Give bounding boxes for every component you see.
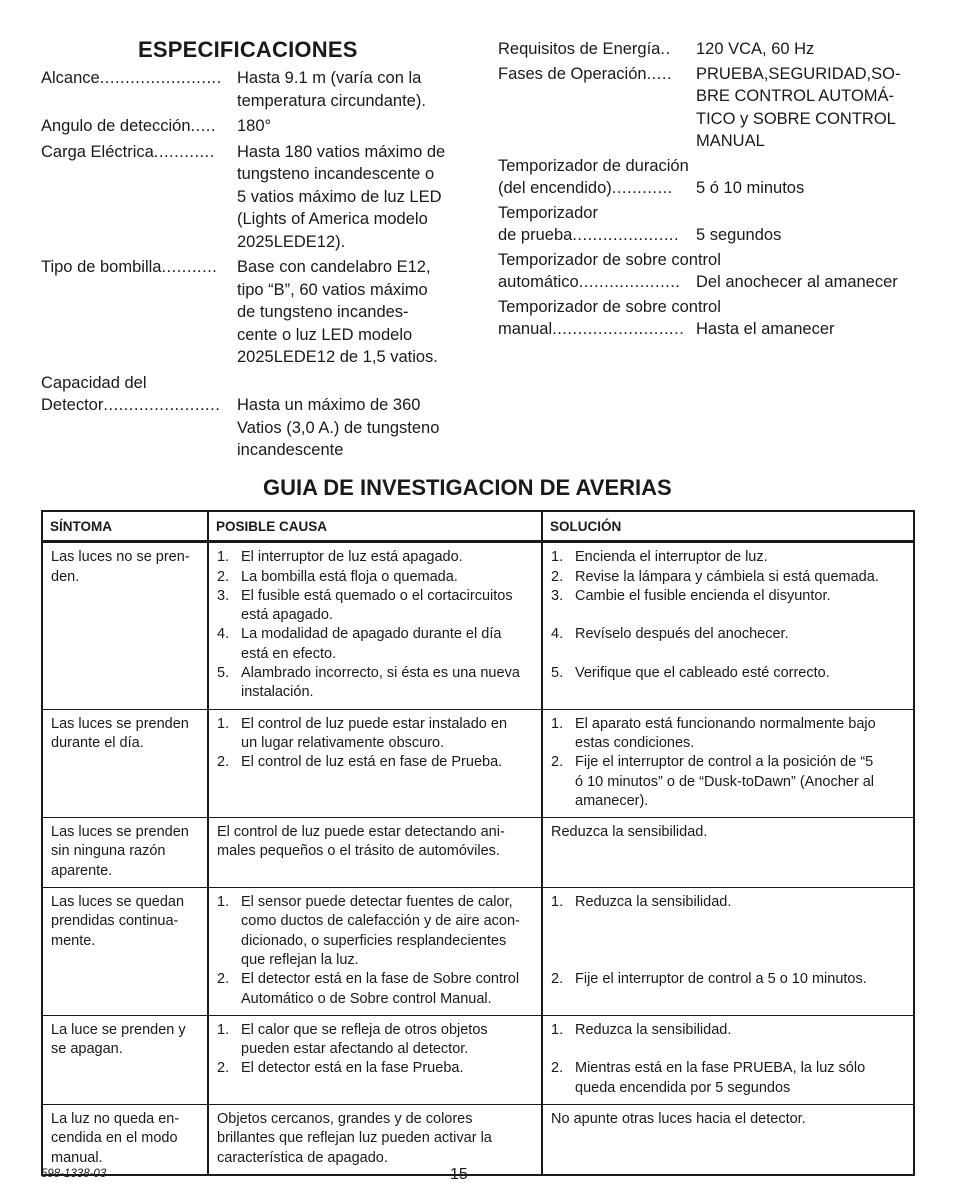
cell-text-line: Las luces se quedan	[51, 894, 185, 911]
spec-row	[41, 115, 457, 138]
spec-leader-dots: .....	[190, 117, 216, 135]
list-item	[551, 715, 905, 754]
item-text	[241, 568, 533, 587]
item-text-line: instalación.	[241, 684, 314, 701]
item-spacer	[575, 912, 905, 931]
header-symptom: SÍNTOMA	[42, 511, 208, 542]
spec-value	[696, 177, 918, 200]
item-text-line: El fusible está quemado o el cortacircuitos	[241, 587, 513, 604]
spec-value-line: Hasta el amanecer	[696, 320, 835, 338]
spec-value	[696, 63, 918, 153]
cell-text-line: prendidas continua-	[51, 913, 179, 930]
cause-cell	[208, 709, 542, 817]
spec-label: Angulo de detección	[41, 117, 191, 135]
cell-text-line: Las luces no se pren-	[51, 549, 190, 566]
cause-cell	[208, 542, 542, 709]
spec-value-line: tungsteno incandescente o	[237, 165, 435, 183]
spec-value-line: BRE CONTROL AUTOMÁ-	[696, 87, 895, 105]
spec-label: de prueba	[498, 226, 573, 244]
spec-value-line: incandescente	[237, 441, 344, 459]
item-text	[575, 548, 905, 567]
spec-value-line: TICO y SOBRE CONTROL	[696, 109, 896, 128]
item-number: 1.	[217, 1021, 230, 1038]
spec-item	[498, 202, 918, 247]
cell-text-line: males pequeños o el trásito de automóviles.	[217, 843, 500, 860]
table-row	[42, 1105, 914, 1175]
spec-item	[41, 115, 457, 138]
item-text-line: Cambie el fusible encienda el disyuntor.	[575, 587, 831, 604]
cell-text-line: Las luces se prenden	[51, 824, 189, 841]
solution-cell	[542, 1105, 914, 1175]
spec-value	[237, 115, 457, 138]
spec-row	[41, 67, 457, 112]
list-item	[551, 970, 905, 989]
item-text	[241, 970, 533, 1009]
item-text-line: Verifique que el cableado esté correcto.	[575, 665, 830, 682]
spec-value-line: 180°	[237, 117, 272, 135]
spec-label-line: Temporizador de sobre control	[498, 250, 721, 269]
solution-cell	[542, 888, 914, 1016]
list-item	[217, 548, 533, 567]
item-text-line: Reduzca la sensibilidad.	[575, 894, 732, 911]
item-number: 1.	[217, 715, 230, 732]
item-text-line: Revise la lámpara y cámbiela si está quemada.	[575, 568, 879, 585]
spec-value-line: Hasta 9.1 m (varía con la	[237, 69, 422, 87]
spec-row	[41, 141, 457, 254]
cell-text-line: aparente.	[51, 862, 113, 879]
item-number: 3.	[551, 587, 564, 604]
spec-label: Carga Eléctrica	[41, 142, 154, 161]
solution-cell	[542, 1015, 914, 1104]
list-item	[217, 664, 533, 703]
list-item	[217, 587, 533, 626]
item-text	[575, 753, 905, 811]
spec-item	[41, 256, 457, 369]
symptom-cell	[42, 888, 208, 1016]
spec-value-line: Vatios (3,0 A.) de tungsteno	[237, 418, 440, 437]
item-text-line: está apagado.	[241, 607, 333, 624]
spec-leader-dots: .......................	[103, 396, 221, 414]
spec-leader-dots: ............	[153, 142, 215, 161]
item-text-line: un lugar relativamente obscuro.	[241, 734, 445, 751]
item-text	[575, 625, 905, 664]
item-text-line: amanecer).	[575, 792, 649, 809]
list-item	[217, 753, 533, 772]
item-text-line: ó 10 minutos” o de “Dusk-toDawn” (Anocher al	[575, 773, 874, 790]
numbered-list	[551, 715, 905, 811]
specs-left-column	[41, 67, 457, 462]
solution-cell	[542, 818, 914, 888]
table-row	[42, 818, 914, 888]
item-text-line: Alambrado incorrecto, si ésta es una nueva	[241, 665, 520, 682]
spec-leader-dots: ........................	[99, 69, 222, 87]
numbered-list	[217, 715, 533, 773]
item-text	[575, 1059, 905, 1098]
item-number: 4.	[217, 626, 230, 643]
numbered-list	[551, 893, 905, 989]
symptom-cell	[42, 542, 208, 709]
spec-value-line: cente o luz LED modelo	[237, 325, 413, 344]
item-text-line: El detector está en la fase de Sobre control	[241, 971, 520, 988]
spec-row	[498, 318, 918, 341]
list-item	[551, 664, 905, 683]
spec-label-line: Temporizador de sobre control	[498, 297, 721, 316]
spec-value	[237, 67, 457, 112]
spec-value-line: 5 ó 10 minutos	[696, 179, 805, 197]
item-text-line: está en efecto.	[241, 645, 337, 662]
spec-label: automático	[498, 273, 579, 291]
specs-right-column	[498, 38, 918, 343]
cell-text-line: sin ninguna razón	[51, 843, 166, 860]
spec-value	[696, 224, 918, 247]
item-text	[575, 568, 905, 587]
table-row	[42, 888, 914, 1016]
item-text-line: La bombilla está floja o quemada.	[241, 568, 458, 585]
item-number: 1.	[217, 894, 230, 911]
list-item	[551, 893, 905, 970]
symptom-cell	[42, 818, 208, 888]
item-text	[241, 715, 533, 754]
item-text	[575, 715, 905, 754]
list-item	[217, 970, 533, 1009]
item-text-line: como ductos de calefacción y de aire acon-	[241, 913, 520, 930]
item-number: 1.	[551, 549, 564, 566]
spec-item	[498, 296, 918, 341]
item-spacer	[575, 606, 905, 625]
spec-label: manual	[498, 320, 553, 338]
spec-value-line: MANUAL	[696, 132, 765, 150]
numbered-list	[217, 548, 533, 702]
item-number: 2.	[217, 1060, 230, 1077]
cell-text-line: El control de luz puede estar detectando ani-	[217, 824, 505, 841]
spec-label: Requisitos de Energía	[498, 40, 661, 58]
spec-value-line: PRUEBA,SEGURIDAD,SO-	[696, 64, 901, 83]
spec-value	[696, 318, 918, 341]
spec-leader-dots: ..	[660, 40, 671, 58]
spec-value-line: temperatura circundante).	[237, 91, 426, 110]
list-item	[551, 1021, 905, 1060]
spec-row	[498, 63, 918, 153]
item-number: 1.	[217, 549, 230, 566]
spec-item	[498, 249, 918, 294]
item-text	[575, 893, 905, 970]
list-item	[217, 625, 533, 664]
numbered-list	[551, 548, 905, 683]
item-text-line: que reflejan la luz.	[241, 951, 359, 968]
spec-item	[41, 141, 457, 254]
numbered-list	[551, 1021, 905, 1098]
spec-value-line: Del anochecer al amanecer	[696, 273, 898, 291]
symptom-cell	[42, 1015, 208, 1104]
spec-leader-dots: ............	[611, 179, 673, 197]
item-text	[241, 548, 533, 567]
item-text-line: Fije el interruptor de control a 5 o 10 minutos.	[575, 971, 867, 988]
item-text	[241, 587, 533, 626]
item-text	[241, 753, 533, 772]
spec-item-capacity	[41, 372, 457, 462]
spec-value-line: (Lights of America modelo	[237, 210, 428, 228]
list-item	[551, 625, 905, 664]
item-text-line: El control de luz está en fase de Prueba.	[241, 754, 503, 771]
item-text	[575, 664, 905, 683]
spec-label: Tipo de bombilla	[41, 258, 162, 276]
cell-text-line: se apagan.	[51, 1041, 123, 1058]
spec-item	[498, 155, 918, 200]
spec-row	[498, 177, 918, 200]
spec-value	[696, 38, 918, 61]
item-text-line: Reduzca la sensibilidad.	[575, 1021, 732, 1038]
item-number: 2.	[551, 568, 564, 585]
spec-label-line: Temporizador	[498, 203, 598, 222]
list-item	[217, 568, 533, 587]
item-text-line: El sensor puede detectar fuentes de calor,	[241, 894, 513, 911]
spec-leader-dots: ...........	[161, 258, 218, 276]
cause-cell	[208, 888, 542, 1016]
spec-leader-dots: .....................	[572, 226, 680, 244]
spec-value	[237, 394, 457, 462]
list-item	[217, 1021, 533, 1060]
item-text-line: Fije el interruptor de control a la posición de “5	[575, 754, 874, 771]
table-row	[42, 1015, 914, 1104]
list-item	[551, 587, 905, 626]
specs-title: ESPECIFICACIONES	[138, 37, 358, 62]
spec-item	[498, 63, 918, 153]
item-number: 4.	[551, 626, 564, 643]
solution-cell	[542, 709, 914, 817]
item-number: 2.	[551, 1060, 564, 1077]
spec-value-line: 2025LEDE12 de 1,5 vatios.	[237, 348, 438, 366]
header-cause: POSIBLE CAUSA	[208, 511, 542, 542]
cell-text-line: Las luces se prenden	[51, 715, 189, 732]
spec-value-line: Base con candelabro E12,	[237, 258, 431, 276]
list-item	[551, 548, 905, 567]
item-number: 1.	[551, 1021, 564, 1038]
spec-value-line: 5 vatios máximo de luz LED	[237, 187, 442, 206]
cause-cell	[208, 1105, 542, 1175]
spec-item	[41, 67, 457, 112]
spec-label-line: Temporizador de duración	[498, 156, 689, 175]
item-text-line: queda encendida por 5 segundos	[575, 1079, 791, 1096]
item-spacer	[575, 932, 905, 951]
item-number: 2.	[217, 568, 230, 585]
item-text-line: El detector está en la fase Prueba.	[241, 1060, 464, 1077]
spec-value-line: Hasta un máximo de 360	[237, 396, 421, 414]
spec-row	[498, 38, 918, 61]
spec-value	[696, 271, 918, 294]
spec-row	[41, 256, 457, 369]
header-solution: SOLUCIÓN	[542, 511, 914, 542]
item-number: 2.	[217, 971, 230, 988]
spec-label-line: Capacidad del	[41, 373, 147, 392]
item-number: 2.	[217, 754, 230, 771]
spec-leader-dots: ....................	[578, 273, 681, 291]
item-text-line: Encienda el interruptor de luz.	[575, 549, 768, 566]
item-text	[575, 587, 905, 626]
spec-item	[498, 38, 918, 61]
spec-value-line: Hasta 180 vatios máximo de	[237, 142, 446, 161]
spec-label: Detector	[41, 396, 104, 414]
item-text	[575, 1021, 905, 1060]
table-row	[42, 542, 914, 709]
item-number: 2.	[551, 754, 564, 771]
item-spacer	[575, 1040, 905, 1059]
item-text	[241, 664, 533, 703]
spec-label: (del encendido)	[498, 179, 612, 197]
cell-text-line: cendida en el modo	[51, 1130, 178, 1147]
item-number: 1.	[551, 894, 564, 911]
cell-text-line: manual.	[51, 1149, 103, 1166]
item-text-line: El calor que se refleja de otros objetos	[241, 1021, 488, 1038]
item-number: 3.	[217, 587, 230, 604]
item-text-line: dicionado, o superficies resplandecientes	[241, 932, 507, 949]
spec-leader-dots: ..........................	[552, 320, 685, 338]
cell-text-line: Objetos cercanos, grandes y de colores	[217, 1111, 473, 1128]
item-text	[241, 1059, 533, 1078]
cell-text-line: durante el día.	[51, 734, 144, 751]
list-item	[217, 715, 533, 754]
item-text-line: El control de luz puede estar instalado en	[241, 715, 508, 732]
spec-value-line: de tungsteno incandes-	[237, 303, 409, 321]
item-number: 1.	[551, 715, 564, 732]
spec-value-line: tipo “B”, 60 vatios máximo	[237, 280, 428, 299]
symptom-cell	[42, 709, 208, 817]
item-number: 5.	[217, 665, 230, 682]
item-text-line: pueden estar afectando al detector.	[241, 1041, 469, 1058]
guide-title: GUIA DE INVESTIGACION DE AVERIAS	[263, 475, 672, 500]
list-item	[551, 1059, 905, 1098]
item-text-line: estas condiciones.	[575, 734, 695, 751]
spec-label: Fases de Operación	[498, 64, 647, 83]
troubleshooting-table	[41, 510, 915, 1176]
list-item	[551, 568, 905, 587]
document-code: 598-1338-03	[41, 1168, 107, 1180]
item-number: 2.	[551, 971, 564, 988]
cell-text-line: brillantes que reflejan luz pueden activar la	[217, 1130, 492, 1147]
cell-text-line: den.	[51, 568, 80, 585]
item-text	[241, 1021, 533, 1060]
spec-row	[498, 271, 918, 294]
item-text	[241, 893, 533, 970]
item-text-line: La modalidad de apagado durante el día	[241, 626, 502, 643]
cell-text-line: La luce se prenden y	[51, 1021, 186, 1038]
spec-value	[237, 256, 457, 369]
spec-value	[237, 141, 457, 254]
numbered-list	[217, 893, 533, 1009]
spec-row	[41, 394, 457, 462]
item-text	[241, 625, 533, 664]
numbered-list	[217, 1021, 533, 1079]
item-text-line: Revíselo después del anochecer.	[575, 626, 789, 643]
item-text-line: Automático o de Sobre control Manual.	[241, 990, 492, 1007]
cause-cell	[208, 1015, 542, 1104]
cell-text-line: No apunte otras luces hacia el detector.	[551, 1111, 806, 1128]
table-header-row	[42, 511, 914, 542]
list-item	[217, 893, 533, 970]
cause-cell	[208, 818, 542, 888]
cell-text-line: mente.	[51, 932, 96, 949]
item-spacer	[575, 645, 905, 664]
item-text-line: Mientras está en la fase PRUEBA, la luz sólo	[575, 1060, 866, 1077]
spec-leader-dots: .....	[646, 64, 673, 83]
table-row	[42, 709, 914, 817]
spec-row	[498, 224, 918, 247]
cell-text-line: La luz no queda en-	[51, 1111, 180, 1128]
spec-value-line: 5 segundos	[696, 226, 782, 244]
spec-value-line: 2025LEDE12).	[237, 232, 346, 251]
spec-label: Alcance	[41, 69, 100, 87]
cell-text-line: característica de apagado.	[217, 1149, 388, 1166]
item-spacer	[575, 951, 905, 970]
page-number: 15	[450, 1166, 468, 1183]
item-text-line: El aparato está funcionando normalmente bajo	[575, 715, 876, 732]
list-item	[217, 1059, 533, 1078]
spec-value-line: 120 VCA, 60 Hz	[696, 40, 815, 58]
symptom-cell	[42, 1105, 208, 1175]
item-text-line: El interruptor de luz está apagado.	[241, 549, 463, 566]
item-text	[575, 970, 905, 989]
item-number: 5.	[551, 665, 564, 682]
cell-text-line: Reduzca la sensibilidad.	[551, 824, 708, 841]
list-item	[551, 753, 905, 811]
solution-cell	[542, 542, 914, 709]
